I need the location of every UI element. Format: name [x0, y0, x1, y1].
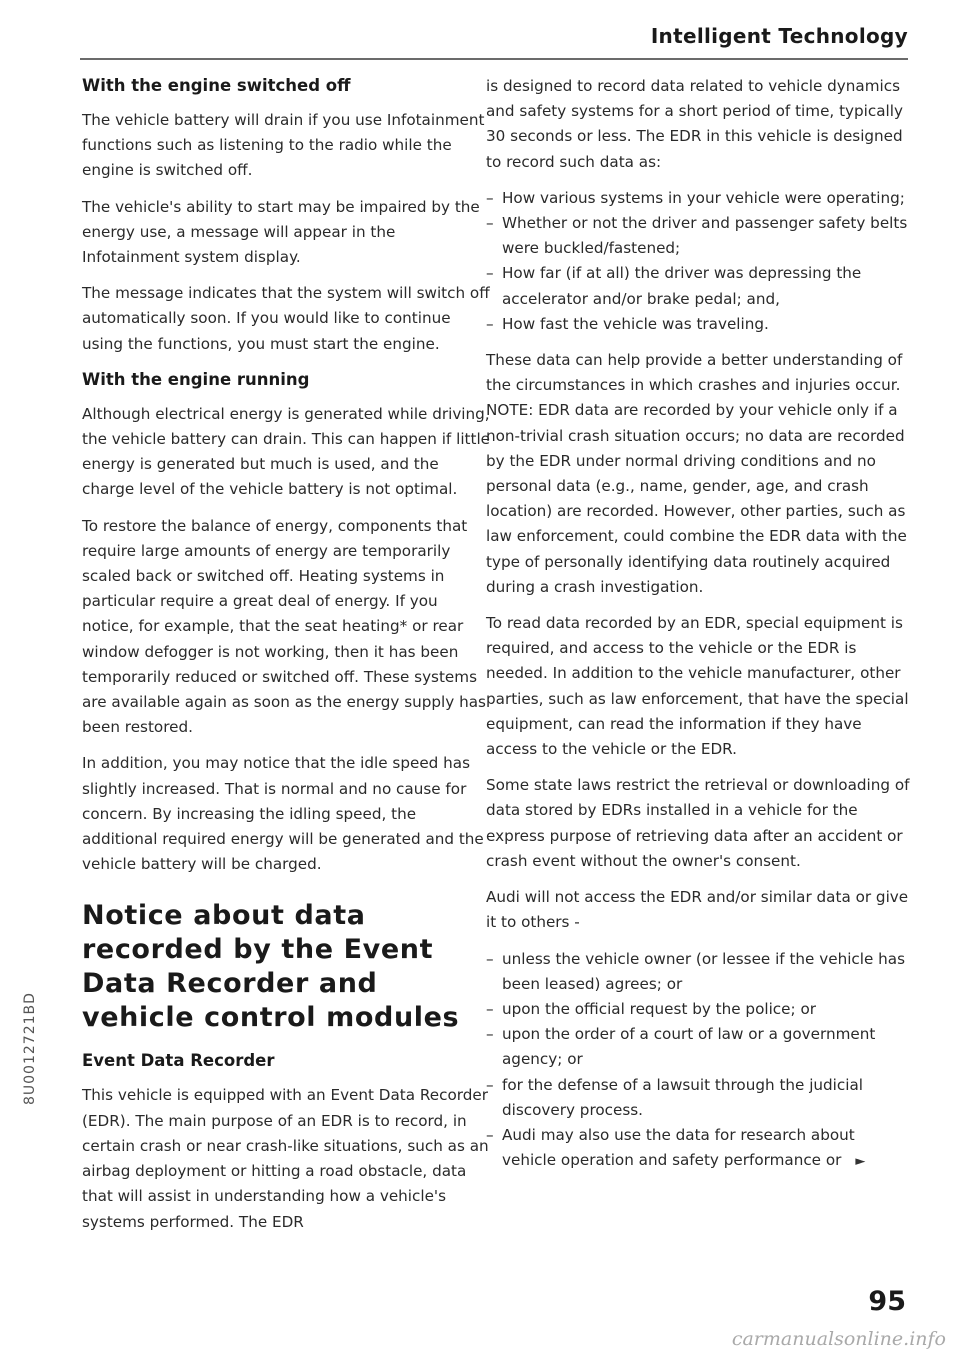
access-conditions-list [486, 947, 910, 1175]
section-heading-engine-off: With the engine switched off [82, 76, 351, 95]
list-item: – How far (if at all) the driver was depressing the accelerator and/or brake pedal; and, [486, 264, 862, 308]
running-header: Intelligent Technology [650, 24, 908, 48]
paragraph: To restore the balance of energy, components that require large amounts of energy are temporarily scaled back or switched off. Heating systems in particular require a great deal of energy. If you notice, for example, that the seat heating* or rear window defogger is not working, then it has been temporarily reduced or switched off. These systems are available again as soon as the energy supply has been restored. [82, 516, 486, 737]
continue-arrow-icon: ► [855, 1154, 866, 1170]
right-column [486, 74, 910, 1185]
paragraph: The vehicle's ability to start may be impaired by the energy use, a message will appear in the Infotainment system display. [82, 197, 480, 267]
paragraph: The message indicates that the system will switch off automatically soon. If you would like to continue using the functions, you must start the engine. [82, 284, 490, 353]
list-item: – Audi may also use the data for research about vehicle operation and safety performance or ► [486, 1123, 910, 1174]
list-item: – Whether or not the driver and passenger safety belts were buckled/fastened; [486, 214, 908, 258]
chapter-heading: Notice about data recorded by the Event Data Recorder and vehicle control modules [82, 900, 460, 1034]
paragraph: Some state laws restrict the retrieval or downloading of data stored by EDRs installed in a vehicle for the express purpose of retrieving data after an accident or crash event without the owner's consent. [486, 776, 910, 870]
document-code: 8U0012721BD [22, 992, 38, 1105]
paragraph: This vehicle is equipped with an Event Data Recorder (EDR). The main purpose of an EDR is to record, in certain crash or near crash-like situations, such as an airbag deployment or hitting a road obstacle, data that will assist in understanding how a vehicle's systems performed. The EDR [82, 1086, 489, 1231]
list-item: – unless the vehicle owner (or lessee if the vehicle has been leased) agrees; or [486, 949, 905, 993]
paragraph: In addition, you may notice that the idle speed has slightly increased. That is normal and no cause for concern. By increasing the idling speed, the additional required energy will be generated and the vehicle battery will be charged. [82, 754, 484, 874]
watermark: carmanualsonline.info [731, 1328, 946, 1350]
list-item: – for the defense of a lawsuit through the judicial discovery process. [486, 1075, 863, 1119]
list-item: – How various systems in your vehicle were operating; [486, 188, 905, 207]
section-heading-engine-running: With the engine running [82, 369, 310, 389]
paragraph: Although electrical energy is generated while driving, the vehicle battery can drain. This can happen if little energy is generated but much is used, and the charge level of the vehicle battery is not optimal. [82, 404, 491, 499]
list-item: – upon the order of a court of law or a government agency; or [486, 1025, 876, 1069]
left-column [82, 74, 492, 1246]
paragraph: Audi will not access the EDR and/or similar data or give it to others - [486, 888, 909, 932]
section-heading-edr: Event Data Recorder [82, 1051, 275, 1071]
header-rule [80, 58, 908, 60]
list-item: – How fast the vehicle was traveling. [486, 314, 769, 333]
page-number: 95 [868, 1286, 906, 1317]
list-item: – upon the official request by the police; or [486, 999, 816, 1018]
paragraph: The vehicle battery will drain if you use Infotainment functions such as listening to the radio while the engine is switched off. [82, 111, 485, 180]
paragraph: To read data recorded by an EDR, special equipment is required, and access to the vehicle or the EDR is needed. In addition to the vehicle manufacturer, other parties, such as law enforcement, that have the special equipment, can read the information if they have access to the vehicle or the EDR. [486, 614, 909, 759]
edr-data-list [486, 186, 910, 337]
paragraph: is designed to record data related to vehicle dynamics and safety systems for a short period of time, typically 30 seconds or less. The EDR in this vehicle is designed to record such data as: [486, 77, 903, 171]
paragraph: These data can help provide a better understanding of the circumstances in which crashes and injuries occur. NOTE: EDR data are recorded by your vehicle only if a non-trivial crash situation occurs; no data are recorded by the EDR under normal driving conditions and no personal data (e.g., name, gender, age, and crash location) are recorded. However, other parties, such as law enforcement, could combine the EDR data with the type of personally identifying data routinely acquired during a crash investigation. [486, 351, 907, 596]
